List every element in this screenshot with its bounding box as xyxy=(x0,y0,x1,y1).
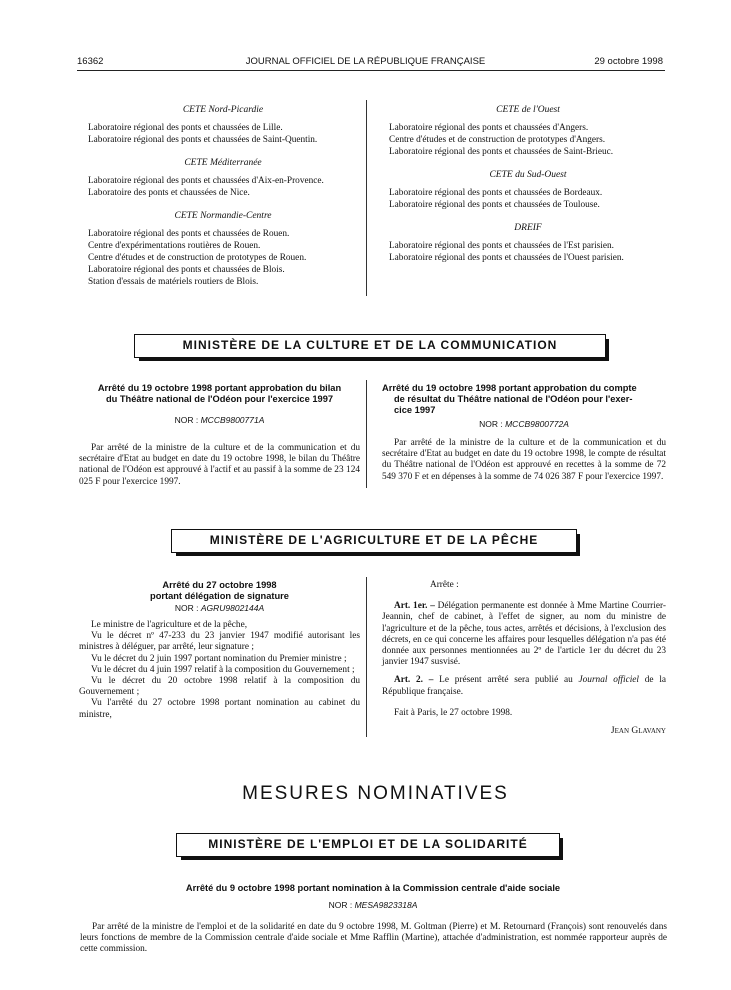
article-title-line: de résultat du Théâtre national de l'Odéon pour l'exer- xyxy=(394,394,633,404)
cete-group-title: CETE Méditerranée xyxy=(184,158,262,168)
nor-code: MESA9823318A xyxy=(354,900,418,910)
agriculture-left-column xyxy=(79,580,360,721)
consideration-paragraph: Vu le décret du 20 octobre 1998 relatif à la composition du Gouvernement ; xyxy=(79,676,360,698)
consideration-paragraph: Vu le décret du 4 juin 1997 relatif à la composition du Gouvernement ; xyxy=(91,664,355,675)
article-title-line: Arrêté du 19 octobre 1998 portant approbation du bilan xyxy=(97,383,342,393)
mesures-nominatives-heading: MESURES NOMINATIVES xyxy=(242,783,509,804)
ministry-culture-title: MINISTÈRE DE LA CULTURE ET DE LA COMMUNICATION xyxy=(182,338,558,352)
laboratory-line: Laboratoire régional des ponts et chaussées de Saint-Brieuc. xyxy=(389,147,614,157)
cete-group xyxy=(88,158,358,199)
consideration-paragraph: Vu l'arrêté du 27 octobre 1998 portant nomination au cabinet du ministre, xyxy=(79,698,360,720)
cete-group-title: DREIF xyxy=(514,223,542,233)
laboratory-line: Laboratoire régional des ponts et chaussées de Saint-Quentin. xyxy=(88,135,318,145)
consideration-paragraph: Le ministre de l'agriculture et de la pêche, xyxy=(91,620,248,630)
ministry-culture-box xyxy=(134,334,606,358)
article-paragraph: Par arrêté de la ministre de la culture et de la communication et du secrétaire d'Etat au budget en date du 19 octobre 1998, le bilan du Théâtre national de l'Odéon est approuvé à l'actif et au passif à la somme de 23 124 025 F pour l'exercice 1997. xyxy=(79,443,360,487)
column-rule xyxy=(366,577,367,737)
article-text: Délégation permanente est donnée à Mme Martine Courrier-Jeannin, chef de cabinet, à l'effet de signer, au nom du ministre de l'agriculture et de la pêche, tous actes, arrêtés et décisions, à l'exclusion des décrets, en ce qui concerne les affaires pour lesquelles délégation n'a pas été donnée aux personnes mentionnées au 2º de l'article 1er du décret du 23 janvier 1947 susvisé. xyxy=(382,601,666,668)
laboratory-line: Laboratoire régional des ponts et chaussées d'Aix-en-Provence. xyxy=(88,176,324,186)
nor-code: AGRU9802144A xyxy=(200,603,265,613)
cete-group xyxy=(88,211,358,288)
article-title-line: portant délégation de signature xyxy=(150,591,289,601)
laboratory-line: Centre d'études et de construction de prototypes d'Angers. xyxy=(389,135,606,145)
laboratory-line: Laboratoire régional des ponts et chaussées de l'Ouest parisien. xyxy=(389,253,624,263)
nor-reference xyxy=(80,900,666,910)
arrete-label: Arrête : xyxy=(430,580,459,590)
article-label: Art. 2. – xyxy=(394,675,434,686)
journal-officiel-italic: Journal officiel xyxy=(578,675,640,686)
column-rule xyxy=(366,100,367,296)
cete-group-title: CETE Normandie-Centre xyxy=(174,211,272,221)
laboratory-line: Centre d'expérimentations routières de Rouen. xyxy=(88,241,261,251)
article-text: de la République française. xyxy=(382,675,667,697)
header-rule xyxy=(77,70,665,71)
article-label: Art. 1er. – xyxy=(394,601,435,612)
nor-reference xyxy=(79,603,360,613)
ministry-agriculture-box xyxy=(171,529,577,553)
journal-title: JOURNAL OFFICIEL DE LA RÉPUBLIQUE FRANÇAISE xyxy=(245,56,486,67)
fait-a-paris xyxy=(382,708,666,719)
ministry-emploi-box xyxy=(176,833,560,857)
article-title-line: du Théâtre national de l'Odéon pour l'exercice 1997 xyxy=(105,394,334,404)
cete-group xyxy=(389,170,667,211)
article-title-line: Arrêté du 19 octobre 1998 portant approbation du compte xyxy=(382,383,637,393)
laboratory-line: Laboratoire régional des ponts et chaussées de l'Est parisien. xyxy=(389,241,614,251)
culture-left-article xyxy=(79,383,360,488)
nor-reference xyxy=(382,419,666,429)
laboratory-line: Centre d'études et de construction de prototypes de Rouen. xyxy=(88,253,307,263)
laboratory-line: Laboratoire des ponts et chaussées de Nice. xyxy=(88,188,250,198)
nor-label: NOR : xyxy=(479,419,503,429)
nor-label: NOR : xyxy=(174,603,199,613)
emploi-article-body xyxy=(80,922,667,956)
article-title-line: Arrêté du 27 octobre 1998 xyxy=(162,580,277,590)
article-paragraph: Par arrêté de la ministre de l'emploi et de la solidarité en date du 9 octobre 1998, M. Goltman (Pierre) et M. Retournard (François) sont renouvelés dans leurs fonctions de membre de la Commission centrale d'aide sociale et Mme Rafflin (Martine), attachée d'administration, est nommée rapporteur auprès de cette commission. xyxy=(80,922,667,955)
article-1 xyxy=(382,601,666,668)
laboratory-line: Laboratoire régional des ponts et chaussées de Blois. xyxy=(88,265,285,275)
nor-reference xyxy=(79,415,360,425)
ministry-emploi-title: MINISTÈRE DE L'EMPLOI ET DE LA SOLIDARITÉ xyxy=(208,837,528,851)
article-body xyxy=(382,438,666,483)
article-title-line: cice 1997 xyxy=(394,405,436,415)
article-title xyxy=(79,383,360,405)
cete-left-column xyxy=(88,105,358,300)
nor-label: NOR : xyxy=(328,900,353,910)
cete-group xyxy=(389,223,667,264)
cete-group xyxy=(389,105,667,158)
ministry-agriculture-title: MINISTÈRE DE L'AGRICULTURE ET DE LA PÊCHE xyxy=(209,533,539,547)
signature: Jean Glavany xyxy=(610,726,666,737)
nor-code: MCCB9800771A xyxy=(200,415,265,425)
page-number: 16362 xyxy=(77,56,104,67)
considerations xyxy=(79,620,360,721)
nor-label: NOR : xyxy=(174,415,199,425)
article-title xyxy=(382,383,666,416)
consideration-paragraph: Vu le décret nº 47-233 du 23 janvier 1947 modifié autorisant les ministres à déléguer, par arrêté, leur signature ; xyxy=(79,631,360,653)
laboratory-line: Laboratoire régional des ponts et chaussées d'Angers. xyxy=(389,123,589,133)
laboratory-line: Laboratoire régional des ponts et chaussées de Bordeaux. xyxy=(389,188,603,198)
cete-group-title: CETE du Sud-Ouest xyxy=(489,170,567,180)
consideration-paragraph: Vu le décret du 2 juin 1997 portant nomination du Premier ministre ; xyxy=(91,653,347,664)
culture-right-article xyxy=(382,383,666,483)
cete-group-title: CETE Nord-Picardie xyxy=(182,105,264,115)
cete-right-column xyxy=(389,105,667,276)
article-text: Le présent arrêté sera publié au xyxy=(439,675,573,686)
article-body xyxy=(79,443,360,488)
laboratory-line: Laboratoire régional des ponts et chaussées de Toulouse. xyxy=(389,200,600,210)
column-rule xyxy=(366,380,367,488)
fait-text: Fait à Paris, le 27 octobre 1998. xyxy=(394,707,513,718)
article-paragraph: Par arrêté de la ministre de la culture et de la communication et du secrétaire d'Etat au budget en date du 19 octobre 1998, le compte de résultat du Théâtre national de l'Odéon est approuvé en recettes à la somme de 72 549 370 F et en dépenses à la somme de 74 026 387 F pour l'exercice 1997. xyxy=(382,438,666,482)
laboratory-line: Station d'essais de matériels routiers de Blois. xyxy=(88,277,259,287)
nor-code: MCCB9800772A xyxy=(505,419,569,429)
article-2 xyxy=(382,675,666,697)
cete-group-title: CETE de l'Ouest xyxy=(496,105,560,115)
laboratory-line: Laboratoire régional des ponts et chaussées de Lille. xyxy=(88,123,283,133)
cete-group xyxy=(88,105,358,146)
article-title xyxy=(79,580,360,602)
agriculture-right-column xyxy=(382,580,666,736)
laboratory-line: Laboratoire régional des ponts et chaussées de Rouen. xyxy=(88,229,290,239)
emploi-article-title: Arrêté du 9 octobre 1998 portant nomination à la Commission centrale d'aide sociale xyxy=(185,883,561,893)
issue-date: 29 octobre 1998 xyxy=(594,56,663,67)
